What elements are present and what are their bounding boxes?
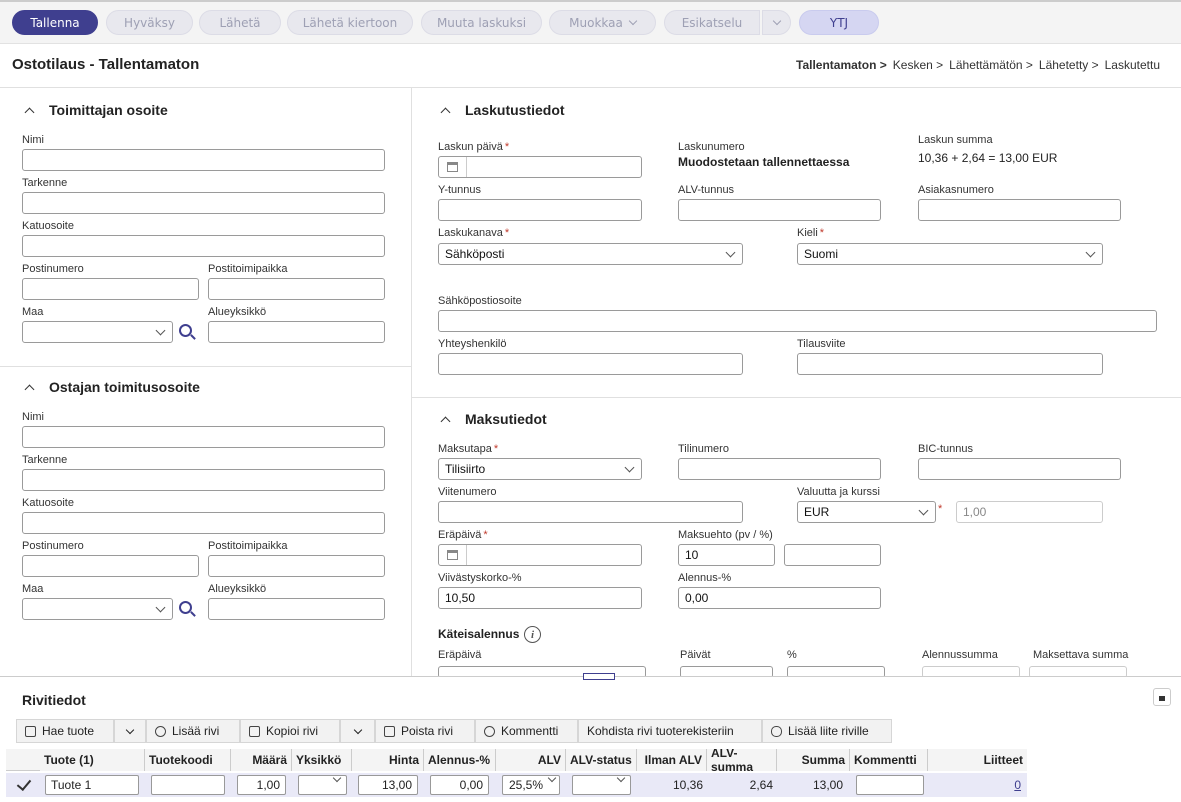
- product-name-input[interactable]: Tuote 1: [45, 775, 139, 795]
- preview-menu-button[interactable]: [762, 10, 791, 35]
- chevron-down-icon: [126, 725, 134, 733]
- billing-section-toggle[interactable]: [438, 102, 565, 118]
- reference-number-input[interactable]: [438, 501, 743, 523]
- currency-select[interactable]: [797, 501, 936, 523]
- main-toolbar: [0, 0, 1181, 44]
- payment-method-select[interactable]: [438, 458, 642, 480]
- chevron-down-icon: [1086, 248, 1096, 258]
- language-select[interactable]: [797, 243, 1103, 265]
- chevron-up-icon: [441, 416, 451, 426]
- copy-row-button[interactable]: [240, 719, 340, 743]
- supplier-country-select[interactable]: [22, 321, 173, 343]
- breadcrumb-step-draft: Kesken >: [892, 58, 944, 72]
- contact-person-label: Yhteyshenkilö: [438, 338, 507, 350]
- order-reference-input[interactable]: [797, 353, 1103, 375]
- section-divider: [0, 366, 411, 367]
- invoice-sum-value: 10,36 + 2,64 = 13,00 EUR: [918, 151, 1058, 165]
- attach-file-button[interactable]: [762, 719, 892, 743]
- col-vat-sum[interactable]: ALV-summa: [707, 749, 777, 771]
- get-product-menu[interactable]: [114, 719, 146, 743]
- payment-method-label: Maksutapa *: [438, 443, 499, 455]
- supplier-country-label: Maa: [22, 306, 44, 318]
- delete-row-button[interactable]: [375, 719, 475, 743]
- cash-discount-sum-label: Alennussumma: [922, 649, 998, 661]
- cash-payable-label: Maksettava summa: [1033, 649, 1129, 661]
- buyer-name-input[interactable]: [22, 426, 385, 448]
- buyer-postal-input[interactable]: [22, 555, 199, 577]
- calendar-icon[interactable]: [439, 157, 467, 177]
- bic-label: BIC-tunnus: [918, 443, 974, 455]
- buyer-country-label: Maa: [22, 583, 44, 595]
- payment-terms-days-input[interactable]: 10: [678, 544, 775, 566]
- invoice-channel-label: Laskukanava *: [438, 227, 510, 239]
- buyer-section-title: Ostajan toimitusosoite: [49, 379, 200, 395]
- bic-input[interactable]: [918, 458, 1121, 480]
- discount-percent-label: Alennus-%: [678, 572, 732, 584]
- save-button[interactable]: Tallenna: [12, 10, 98, 35]
- add-row-button[interactable]: [146, 719, 240, 743]
- chevron-down-icon: [919, 506, 929, 516]
- edit-label: Muokkaa: [569, 15, 623, 30]
- supplier-street-input[interactable]: [22, 235, 385, 257]
- supplier-name-label: Nimi: [22, 134, 44, 146]
- due-date-input[interactable]: [438, 544, 642, 566]
- buyer-city-label: Postitoimipaikka: [208, 540, 288, 552]
- customer-number-label: Asiakasnumero: [918, 184, 994, 196]
- invoice-sum-label: Laskun summa: [918, 134, 993, 146]
- language-label: Kieli *: [797, 227, 825, 239]
- cash-percent-label: %: [787, 649, 797, 661]
- net-amount: 10,36: [672, 777, 703, 792]
- approve-button[interactable]: Hyväksy: [106, 10, 193, 35]
- supplier-spec-label: Tarkenne: [22, 177, 68, 189]
- get-product-button[interactable]: [16, 719, 114, 743]
- exchange-rate-input[interactable]: 1,00: [956, 501, 1103, 523]
- ytj-button[interactable]: YTJ: [799, 10, 879, 35]
- unit-select[interactable]: [298, 775, 347, 795]
- add-row-label: Lisää rivi: [172, 724, 220, 738]
- chevron-up-icon: [25, 384, 35, 394]
- col-sum[interactable]: Summa: [777, 749, 850, 771]
- invoice-channel-value: Sähköposti: [445, 247, 505, 261]
- buyer-spec-label: Tarkenne: [22, 454, 68, 466]
- breadcrumb-step-sent: Lähetetty >: [1038, 58, 1099, 72]
- buyer-city-input[interactable]: [208, 555, 385, 577]
- breadcrumb-step-unsaved: Tallentamaton >: [796, 58, 887, 72]
- col-product[interactable]: Tuote (1): [40, 749, 145, 771]
- language-value: Suomi: [804, 247, 839, 261]
- required-marker: *: [938, 503, 943, 515]
- quantity-input[interactable]: 1,00: [237, 775, 286, 795]
- payment-terms-percent-input[interactable]: [784, 544, 881, 566]
- comment-button[interactable]: [475, 719, 578, 743]
- search-icon[interactable]: [179, 324, 192, 337]
- buyer-subunit-input[interactable]: [208, 598, 385, 620]
- info-icon[interactable]: i: [524, 626, 541, 643]
- chevron-down-icon: [629, 16, 637, 24]
- buyer-section-toggle[interactable]: [22, 379, 200, 395]
- resize-handle[interactable]: [583, 673, 615, 680]
- product-code-input[interactable]: [151, 775, 225, 795]
- discount-input[interactable]: 0,00: [430, 775, 489, 795]
- cash-due-date-label: Eräpäivä: [438, 649, 482, 661]
- vat-status-select[interactable]: [572, 775, 631, 795]
- email-input[interactable]: [438, 310, 1157, 332]
- vat-amount: 2,64: [749, 777, 773, 792]
- assign-product-register-button[interactable]: [578, 719, 762, 743]
- contact-person-input[interactable]: [438, 353, 743, 375]
- invoice-date-input[interactable]: [438, 156, 642, 178]
- col-vat-status[interactable]: ALV-status: [566, 749, 637, 771]
- comment-icon: [484, 726, 495, 737]
- vat-id-input[interactable]: [678, 199, 881, 221]
- supplier-subunit-label: Alueyksikkö: [208, 306, 267, 318]
- vat-value: 25,5%: [508, 778, 543, 792]
- attach-label: Lisää liite riville: [788, 724, 869, 738]
- due-date-label: Eräpäivä *: [438, 529, 488, 541]
- payment-section-toggle[interactable]: [438, 411, 547, 427]
- late-interest-input[interactable]: 10,50: [438, 587, 642, 609]
- supplier-section-title: Toimittajan osoite: [49, 102, 168, 118]
- ytunnus-label: Y-tunnus: [438, 184, 482, 196]
- chevron-up-icon: [441, 107, 451, 117]
- chevron-down-icon: [625, 463, 635, 473]
- col-comment[interactable]: Kommentti: [850, 749, 928, 771]
- send-round-button[interactable]: Lähetä kiertoon: [287, 10, 413, 35]
- buyer-spec-input[interactable]: [22, 469, 385, 491]
- reference-number-label: Viitenumero: [438, 486, 497, 498]
- ytunnus-input[interactable]: [438, 199, 642, 221]
- breadcrumb-step-invoiced: Laskutettu: [1104, 58, 1160, 72]
- col-product-code[interactable]: Tuotekoodi: [145, 749, 231, 771]
- supplier-city-label: Postitoimipaikka: [208, 263, 288, 275]
- payment-method-value: Tilisiirto: [445, 462, 486, 476]
- copy-row-menu[interactable]: [340, 719, 375, 743]
- payment-terms-label: Maksuehto (pv / %): [678, 529, 773, 541]
- buyer-country-select[interactable]: [22, 598, 173, 620]
- price-input[interactable]: 13,00: [358, 775, 418, 795]
- buyer-name-label: Nimi: [22, 411, 44, 423]
- cash-discount-title: Käteisalennus: [438, 627, 520, 641]
- payment-section-title: Maksutiedot: [465, 411, 547, 427]
- chevron-down-icon: [772, 16, 780, 24]
- account-number-input[interactable]: [678, 458, 881, 480]
- chevron-down-icon: [726, 248, 736, 258]
- plus-circle-icon: [155, 726, 166, 737]
- email-label: Sähköpostiosoite: [438, 295, 522, 307]
- col-discount[interactable]: Alennus-%: [424, 749, 496, 771]
- chevron-down-icon: [548, 774, 556, 782]
- col-vat[interactable]: ALV: [496, 749, 566, 771]
- supplier-city-input[interactable]: [208, 278, 385, 300]
- calendar-icon[interactable]: [439, 545, 467, 565]
- supplier-spec-input[interactable]: [22, 192, 385, 214]
- cash-days-label: Päivät: [680, 649, 711, 661]
- get-product-label: Hae tuote: [42, 724, 95, 738]
- invoice-number-label: Laskunumero: [678, 141, 745, 153]
- supplier-subunit-input[interactable]: [208, 321, 385, 343]
- copy-icon: [249, 726, 260, 737]
- invoice-date-label: Laskun päivä *: [438, 141, 510, 153]
- col-price[interactable]: Hinta: [352, 749, 424, 771]
- order-reference-label: Tilausviite: [797, 338, 846, 350]
- column-divider: [411, 88, 412, 676]
- billing-section-title: Laskutustiedot: [465, 102, 565, 118]
- invoice-number-value: Muodostetaan tallennettaessa: [678, 155, 850, 169]
- copy-row-label: Kopioi rivi: [266, 724, 319, 738]
- buyer-street-input[interactable]: [22, 512, 385, 534]
- buyer-postal-label: Postinumero: [22, 540, 84, 552]
- breadcrumb-step-unsent: Lähettämätön >: [949, 58, 1033, 72]
- trash-icon: [384, 726, 395, 737]
- attachments-link[interactable]: 0: [1014, 777, 1021, 792]
- currency-value: EUR: [804, 505, 830, 519]
- chevron-down-icon: [353, 725, 361, 733]
- lock-icon[interactable]: [1153, 688, 1171, 706]
- rows-title: Rivitiedot: [22, 692, 86, 708]
- chevron-down-icon: [333, 774, 341, 782]
- supplier-name-input[interactable]: [22, 149, 385, 171]
- customer-number-input[interactable]: [918, 199, 1121, 221]
- section-divider: [411, 397, 1181, 398]
- breadcrumb: [796, 58, 1160, 72]
- page-header: [0, 45, 1181, 88]
- discount-percent-input[interactable]: 0,00: [678, 587, 881, 609]
- supplier-street-label: Katuosoite: [22, 220, 74, 232]
- lock-body: [1159, 696, 1165, 701]
- supplier-postal-label: Postinumero: [22, 263, 84, 275]
- supplier-section-toggle[interactable]: [22, 102, 168, 118]
- invoice-channel-select[interactable]: [438, 243, 743, 265]
- comment-input[interactable]: [856, 775, 924, 795]
- chevron-up-icon: [25, 107, 35, 117]
- send-button[interactable]: Lähetä: [199, 10, 281, 35]
- delete-row-label: Poista rivi: [401, 724, 454, 738]
- col-net[interactable]: Ilman ALV: [637, 749, 707, 771]
- late-interest-label: Viivästyskorko-%: [438, 572, 522, 584]
- chevron-down-icon: [617, 774, 625, 782]
- chevron-down-icon: [156, 603, 166, 613]
- sum-amount: 13,00: [812, 777, 843, 792]
- vat-id-label: ALV-tunnus: [678, 184, 735, 196]
- account-number-label: Tilinumero: [678, 443, 729, 455]
- assign-label: Kohdista rivi tuoterekisteriin: [587, 724, 734, 738]
- comment-label: Kommentti: [501, 724, 559, 738]
- chevron-down-icon: [156, 326, 166, 336]
- vat-select[interactable]: [502, 775, 560, 795]
- supplier-postal-input[interactable]: [22, 278, 199, 300]
- col-unit[interactable]: Yksikkö: [292, 749, 352, 771]
- edit-menu-button[interactable]: [549, 10, 656, 35]
- currency-label: Valuutta ja kurssi: [797, 486, 880, 498]
- buyer-street-label: Katuosoite: [22, 497, 74, 509]
- convert-to-invoice-button[interactable]: Muuta laskuksi: [421, 10, 542, 35]
- col-attachments[interactable]: Liitteet: [928, 749, 1027, 771]
- search-icon[interactable]: [179, 601, 192, 614]
- download-icon: [25, 726, 36, 737]
- buyer-subunit-label: Alueyksikkö: [208, 583, 267, 595]
- preview-button[interactable]: Esikatselu: [664, 10, 760, 35]
- page-title: Ostotilaus - Tallentamaton: [12, 56, 200, 73]
- paperclip-icon: [771, 726, 782, 737]
- col-quantity[interactable]: Määrä: [231, 749, 292, 771]
